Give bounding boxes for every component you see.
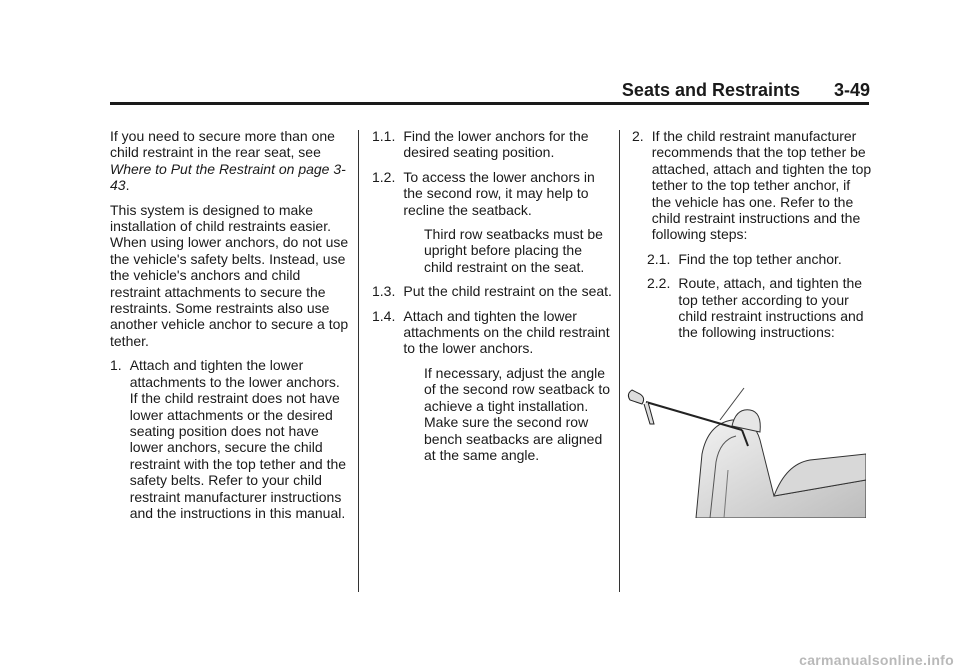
step-2-2: 2.2. Route, attach, and tighten the top tether according to your child restraint instructions and the following instructions:	[647, 275, 864, 341]
step-1-1: 1.1. Find the lower anchors for the desired seating position.	[372, 128, 589, 161]
column-1	[110, 128, 350, 529]
step-1-2-note: Third row seatbacks must be upright before placing the child restraint on the seat.	[424, 226, 603, 275]
section-title: Seats and Restraints	[621, 80, 800, 100]
column-2	[372, 128, 612, 471]
header-rule	[110, 102, 869, 105]
seat-tether-drawing	[624, 384, 866, 518]
step-1-number: 1.	[110, 357, 122, 374]
lower-anchor-paragraph: This system is designed to make installation of child restraints easier. When using lower anchors, do not use the vehicle's safety belts. Instead, use the vehicle's anchors and child restraint attachments to secure the restraints. Some restraints also use another vehicle anchor to secure a top tether.	[110, 201, 349, 349]
column-divider-1	[358, 130, 359, 592]
intro-paragraph: If you need to secure more than one child restraint in the rear seat, see Where to Put the Restraint on page 3-43.	[110, 128, 346, 194]
step-1-4-note: If necessary, adjust the angle of the second row seatback to achieve a tight installation. Make sure the second row bench seatbacks are aligned at the same angle.	[424, 364, 610, 463]
step-1-3: 1.3. Put the child restraint on the seat.	[372, 283, 612, 300]
top-tether-illustration	[624, 384, 866, 518]
step-1	[110, 357, 350, 521]
watermark-text: carmanualsonline.info	[799, 652, 954, 668]
step-1-2: 1.2. To access the lower anchors in the second row, it may help to recline the seatback.	[372, 168, 595, 218]
step-2: 2. If the child restraint manufacturer recommends that the top tether be attached, attach and tighten the top tether to the top tether anchor, if the vehicle has one. Refer to the child restraint instructions and the following steps:	[632, 128, 872, 243]
cross-reference-link[interactable]: Where to Put the Restraint on page 3-43	[110, 160, 346, 194]
page-number: 3-49	[833, 80, 870, 100]
step-1-text: Attach and tighten the lower attachments to the lower anchors. If the child restraint does not have lower attachments or the desired seating position does not have lower anchors, secure the child restraint with the top tether and the safety belts. Refer to your child restraint manufacturer instructions and the instructions in this manual.	[129, 357, 347, 521]
step-1-4: 1.4. Attach and tighten the lower attachments on the child restraint to the lower anchors.	[372, 307, 610, 357]
column-divider-2	[619, 130, 620, 592]
step-2-1: 2.1. Find the top tether anchor.	[647, 250, 842, 267]
column-3	[632, 128, 872, 349]
